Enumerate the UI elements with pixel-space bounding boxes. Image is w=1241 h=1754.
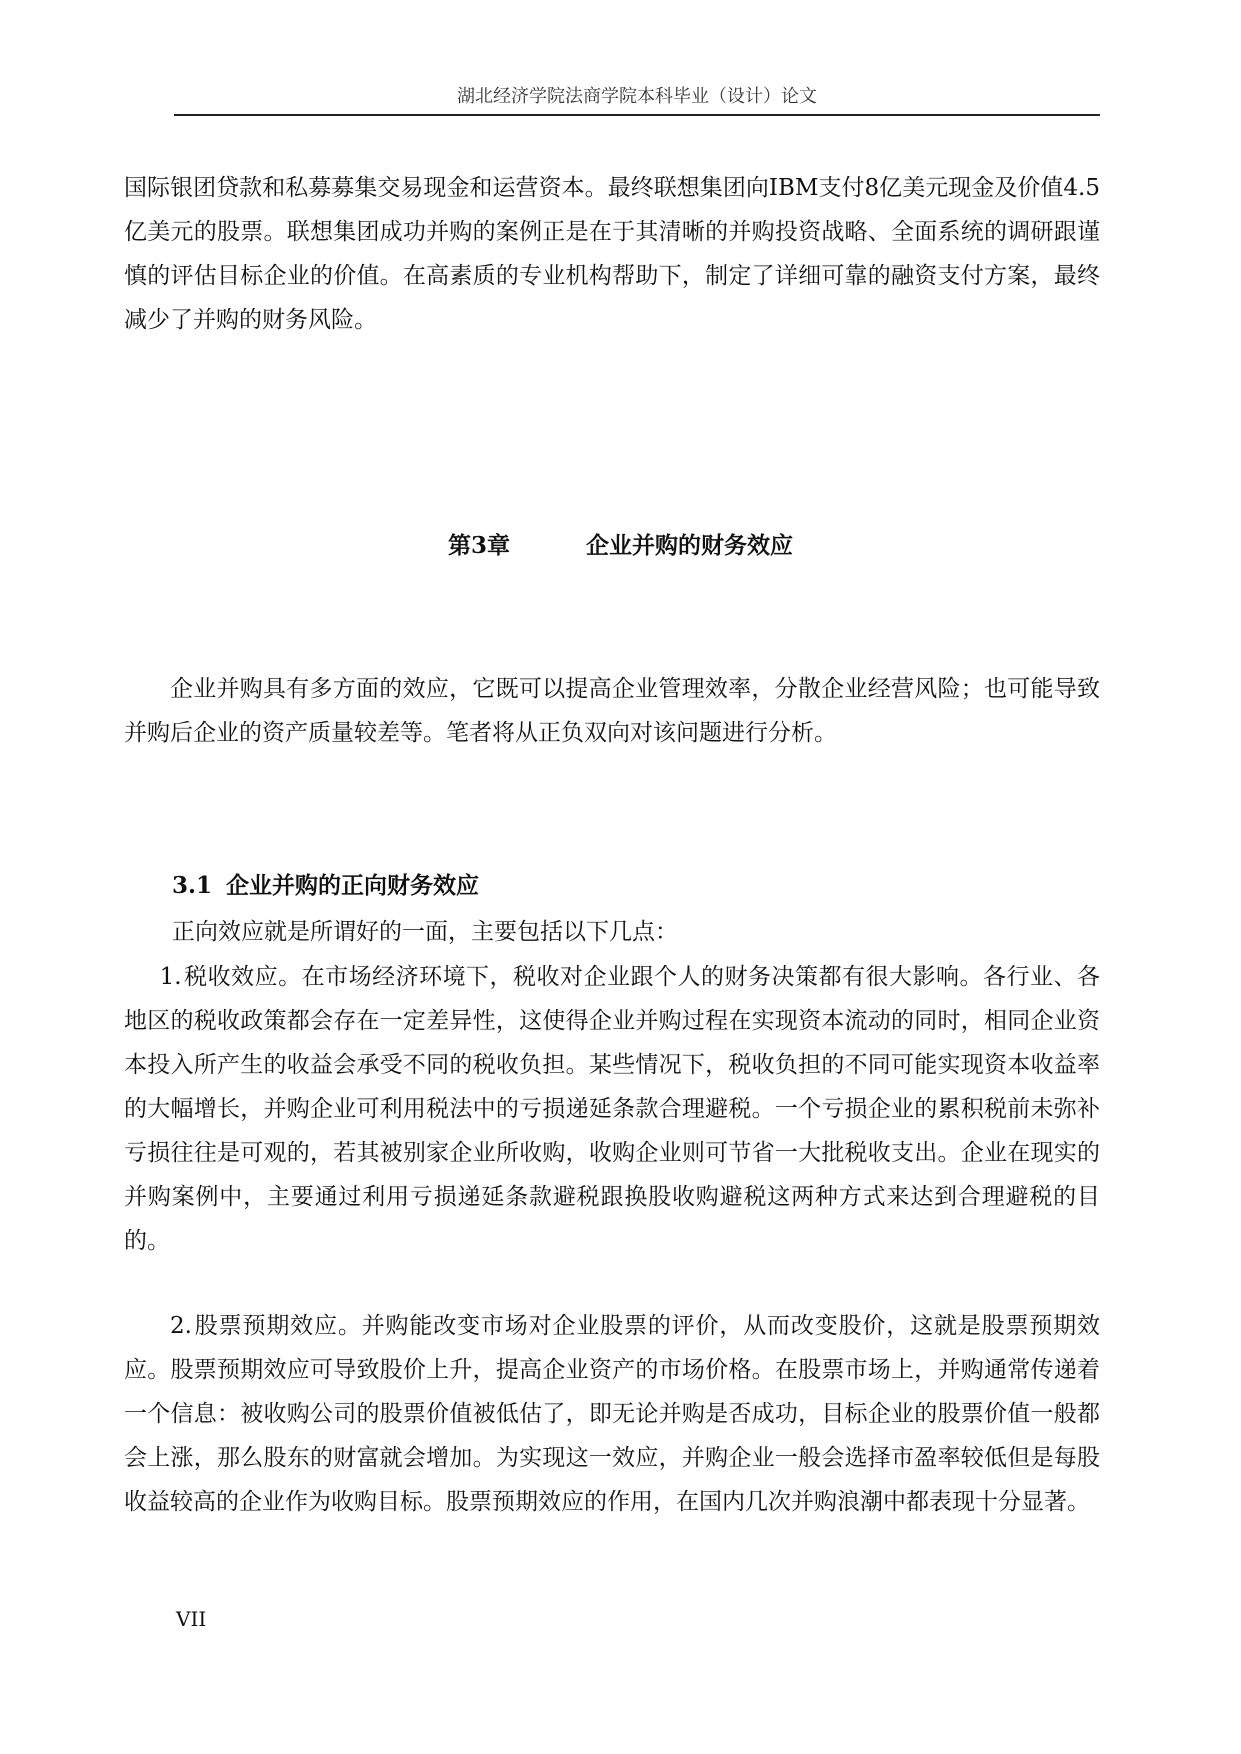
chapter-intro-paragraph: 企业并购具有多方面的效应，它既可以提高企业管理效率，分散企业经营风险；也可能导致并购后企业的资产质量较差等。笔者将从正负双向对该问题进行分析。 bbox=[124, 676, 1100, 746]
section-heading bbox=[172, 864, 479, 908]
list-item-label: 1. bbox=[159, 964, 182, 990]
running-header: 湖北经济学院法商学院本科毕业（设计）论文 bbox=[457, 86, 817, 107]
list-item-text: 股票预期效应。并购能改变市场对企业股票的评价，从而改变股价，这就是股票预期效应。股票预期效应可导致股价上升，提高企业资产的市场价格。在股票市场上，并购通常传递着一个信息：被收购公司的股票价值被低估了，即无论并购是否成功，目标企业的股票价值一般都会上涨，那么股东的财富就会增加。为实现这一效应，并购企业一般会选择市盈率较低但是每股收益较高的企业作为收购目标。股票预期效应的作用，在国内几次并购浪潮中都表现十分显著。 bbox=[124, 1313, 1100, 1515]
list-item-text: 税收效应。在市场经济环境下，税收对企业跟个人的财务决策都有很大影响。各行业、各地区的税收政策都会存在一定差异性，这使得企业并购过程在实现资本流动的同时，相同企业资本投入所产生的收益会承受不同的税收负担。某些情况下，税收负担的不同可能实现资本收益率的大幅增长，并购企业可利用税法中的亏损递延条款合理避税。一个亏损企业的累积税前未弥补亏损往往是可观的，若其被别家企业所收购，收购企业则可节省一大批税收支出。企业在现实的并购案例中，主要通过利用亏损递延条款避税跟换股收购避税这两种方式来达到合理避税的目的。 bbox=[124, 964, 1100, 1254]
chapter-title: 企业并购的财务效应 bbox=[586, 532, 793, 559]
header-divider bbox=[174, 114, 1100, 116]
list-item-tax-effect bbox=[124, 955, 1100, 1263]
list-item-stock-effect bbox=[124, 1304, 1100, 1524]
list-item-label: 2. bbox=[170, 1313, 192, 1339]
chapter-heading bbox=[0, 524, 1241, 568]
section-title: 企业并购的正向财务效应 bbox=[226, 872, 480, 899]
chapter-number: 第3章 bbox=[447, 532, 510, 559]
continuation-paragraph: 国际银团贷款和私募募集交易现金和运营资本。最终联想集团向IBM支付8亿美元现金及价值4.5亿美元的股票。联想集团成功并购的案例正是在于其清晰的并购投资战略、全面系统的调研跟谨慎的评估目标企业的价值。在高素质的专业机构帮助下，制定了详细可靠的融资支付方案，最终减少了并购的财务风险。 bbox=[124, 175, 1100, 333]
section-intro: 正向效应就是所谓好的一面，主要包括以下几点： bbox=[172, 919, 678, 945]
page-number: VII bbox=[176, 1607, 207, 1631]
section-number: 3.1 bbox=[172, 872, 213, 899]
